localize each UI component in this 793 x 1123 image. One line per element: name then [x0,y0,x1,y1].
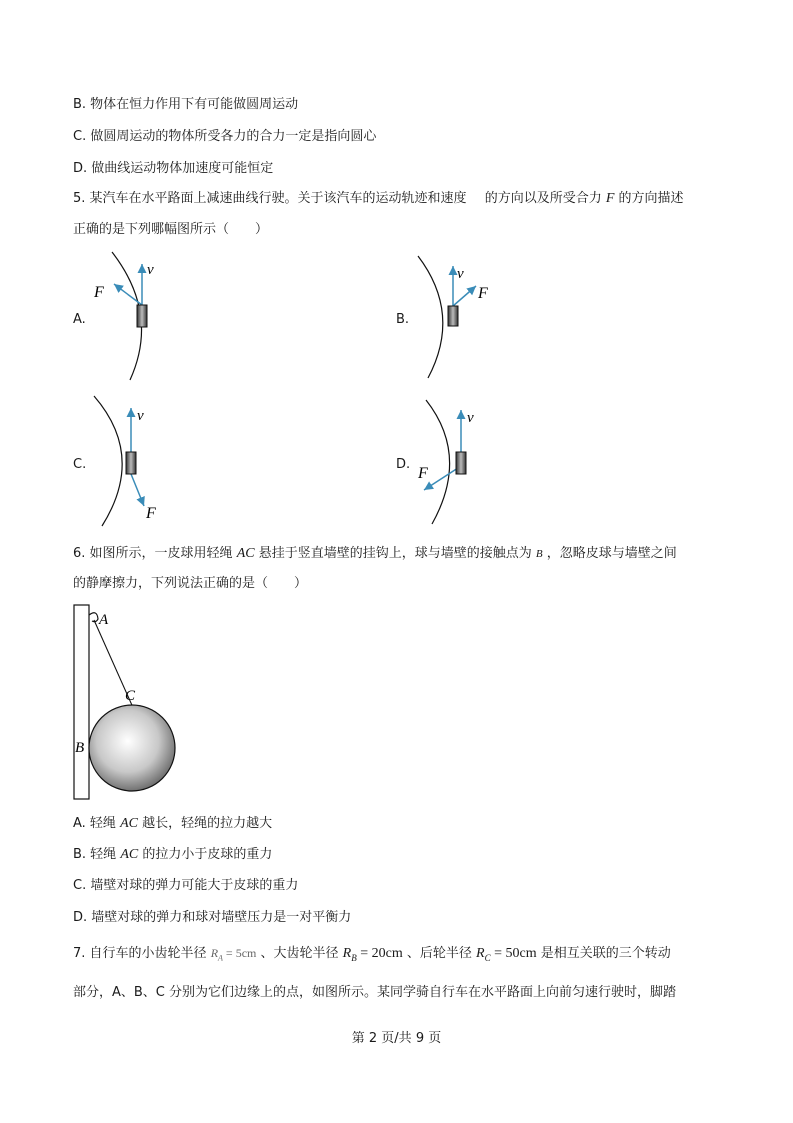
q5-figure-b [410,250,500,382]
q7-rc-symbol: R [476,946,485,961]
q7-rb [343,946,403,961]
force-label: F [478,285,488,302]
q5-option-d-label: D. [396,457,411,472]
force-label: F [94,284,104,301]
q6-var-ac: AC [236,546,255,561]
page-footer: 第 2 页/共 9 页 [351,1031,442,1046]
q5-stem-part3: 的方向描述 [618,191,684,206]
q7-stem-part4: 是相互关联的三个转动 [540,946,671,961]
q7-rb-value: = 20cm [360,946,403,961]
trajectory-curve [94,396,122,526]
q7-ra-subscript: A [218,953,223,963]
car [126,452,136,474]
trajectory-curve [426,400,450,524]
q7-stem-part2: 、大齿轮半径 [260,946,339,961]
q4-option-c: C. 做圆周运动的物体所受各力的合力一定是指向圆心 [73,129,377,144]
force-label: F [146,505,156,522]
q6-var-b: B [535,548,543,560]
q5-option-c-label: C. [73,457,87,472]
q6-option-b-var: AC [120,847,139,862]
q6-option-a-part2: 越长，轻绳的拉力越大 [142,816,273,831]
q7-rb-subscript: B [351,952,357,963]
q6-stem-line1 [73,545,677,563]
q5-option-a-label: A. [73,312,86,327]
q6-option-d: D. 墙壁对球的弹力和球对墙壁压力是一对平衡力 [73,910,352,925]
trajectory-curve [418,256,443,378]
q5-figure-c [88,394,178,528]
velocity-label: v [467,410,474,426]
velocity-label: v [137,408,144,424]
q7-ra-value: = 5cm [225,946,257,960]
q7-ra-symbol: R [210,946,219,960]
q5-stem-part1: 5. 某汽车在水平路面上减速曲线行驶。关于该汽车的运动轨迹和速度 [73,191,467,206]
force-arrow [114,284,142,305]
q5-option-b-label: B. [396,312,410,327]
q7-stem-part3: 、后轮半径 [406,946,472,961]
q5-stem-line2: 正确的是下列哪幅图所示（ ） [73,222,269,237]
force-label: F [418,465,428,482]
q5-figure-d [410,394,500,528]
car [456,452,466,474]
q6-stem-line2: 的静摩擦力，下列说法正确的是（ ） [73,576,308,591]
q6-option-b-part1: B. 轻绳 [73,847,117,862]
q5-stem-line1 [73,190,684,208]
q6-option-b-part2: 的拉力小于皮球的重力 [142,847,273,862]
car [137,305,147,327]
q7-stem-part1: 7. 自行车的小齿轮半径 [73,946,207,961]
q4-option-b: B. 物体在恒力作用下有可能做圆周运动 [73,97,299,112]
label-c: C [125,688,136,704]
velocity-label: v [147,262,154,278]
velocity-label: v [457,266,464,282]
q6-option-a-part1: A. 轻绳 [73,816,116,831]
q5-stem-part2: 的方向以及所受合力 [484,191,602,206]
q6-figure-ball-on-wall [70,602,182,802]
q7-rc-value: = 50cm [494,946,537,961]
force-arrow [453,286,476,306]
q6-option-a-var: AC [120,816,138,831]
label-a: A [99,612,109,628]
ball [89,705,175,791]
q5-figure-a [88,250,168,382]
car [448,306,458,326]
hook-icon [89,613,98,622]
force-arrow [424,466,461,490]
q7-stem-line1 [73,944,671,967]
q4-option-d: D. 做曲线运动物体加速度可能恒定 [73,161,274,176]
q7-ra [210,946,257,963]
label-b: B [75,740,85,756]
q6-option-b [73,846,272,864]
q6-option-a [73,815,272,833]
q7-rc [476,946,537,961]
q7-rb-symbol: R [342,946,352,961]
force-arrow [131,474,144,506]
q6-stem-part2: 悬挂于竖直墙壁的挂钩上，球与墙壁的接触点为 [258,546,532,561]
q6-stem-part1: 6. 如图所示，一皮球用轻绳 [73,546,233,561]
q6-option-c: C. 墙壁对球的弹力可能大于皮球的重力 [73,878,299,893]
q6-stem-part3: ，忽略皮球与墙壁之间 [546,546,677,561]
wall [74,605,89,799]
q7-rc-subscript: C [484,952,491,963]
q5-var-f: F [605,191,615,206]
q7-stem-line2: 部分，A、B、C 分别为它们边缘上的点，如图所示。某同学骑自行车在水平路面上向前匀速行驶时，脚踏 [73,985,677,1000]
